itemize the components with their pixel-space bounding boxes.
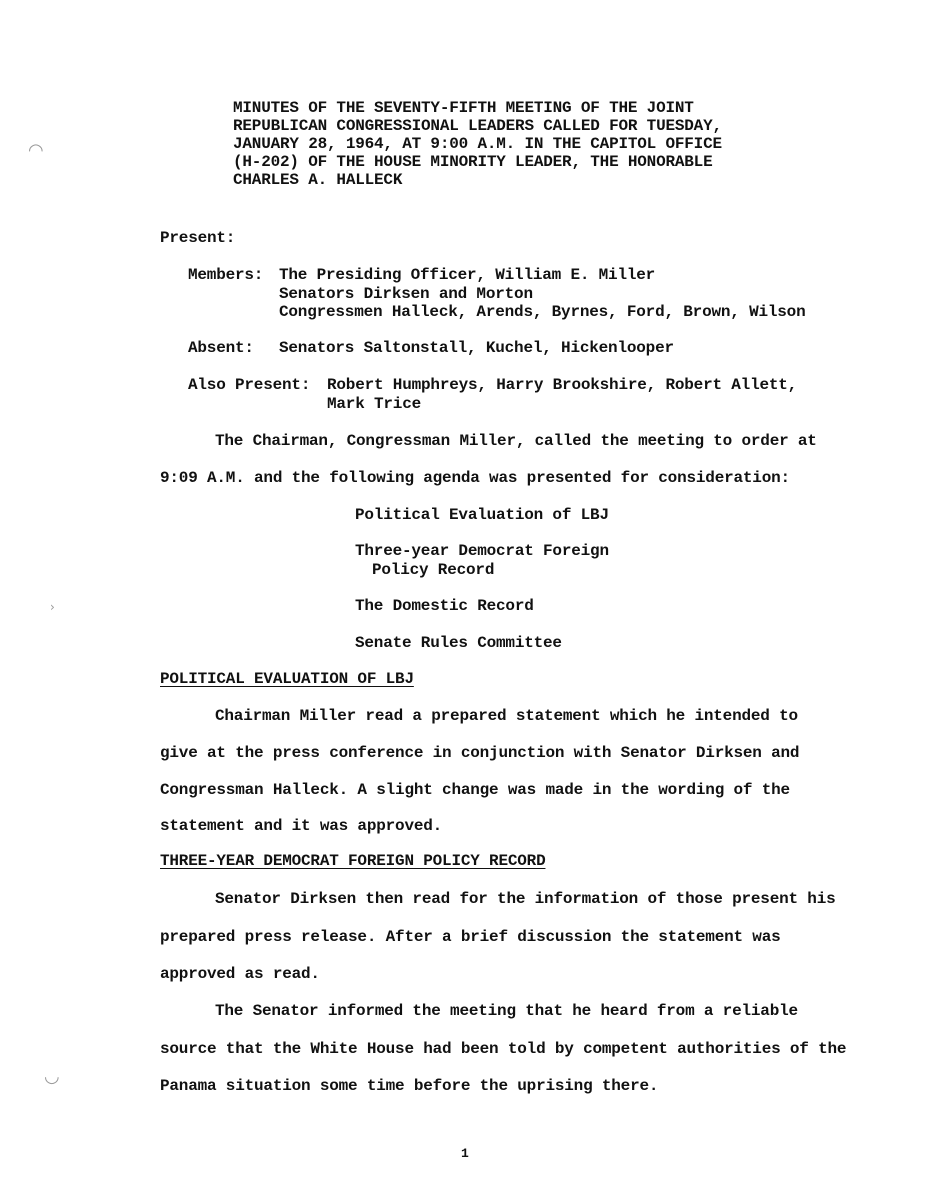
- body-line: approved as read.: [160, 965, 320, 983]
- punch-hole-mark: ◠: [28, 140, 44, 161]
- section-heading: THREE-YEAR DEMOCRAT FOREIGN POLICY RECORD: [160, 852, 546, 870]
- body-line: Chairman Miller read a prepared statement which he intended to: [215, 707, 798, 725]
- body-line: The Senator informed the meeting that he heard from a reliable: [215, 1002, 798, 1020]
- opening-line: 9:09 A.M. and the following agenda was presented for consideration:: [160, 469, 790, 487]
- also-present-line: Robert Humphreys, Harry Brookshire, Robert Allett,: [327, 376, 798, 394]
- title-line: MINUTES OF THE SEVENTY-FIFTH MEETING OF THE JOINT: [233, 99, 694, 117]
- title-line: REPUBLICAN CONGRESSIONAL LEADERS CALLED FOR TUESDAY,: [233, 117, 722, 135]
- punch-hole-mark: ›: [50, 600, 55, 614]
- title-line: CHARLES A. HALLECK: [233, 171, 403, 189]
- body-line: statement and it was approved.: [160, 817, 443, 835]
- agenda-item: Senate Rules Committee: [355, 634, 562, 652]
- agenda-item: Three-year Democrat Foreign: [355, 542, 609, 560]
- page-number: 1: [461, 1146, 469, 1161]
- members-line: Congressmen Halleck, Arends, Byrnes, Ford, Brown, Wilson: [279, 303, 806, 321]
- title-line: JANUARY 28, 1964, AT 9:00 A.M. IN THE CAPITOL OFFICE: [233, 135, 722, 153]
- also-present-label: Also Present:: [188, 376, 311, 394]
- opening-line: The Chairman, Congressman Miller, called the meeting to order at: [215, 432, 817, 450]
- body-line: prepared press release. After a brief discussion the statement was: [160, 928, 781, 946]
- body-line: Senator Dirksen then read for the information of those present his: [215, 890, 836, 908]
- agenda-item: Political Evaluation of LBJ: [355, 506, 609, 524]
- section-heading: POLITICAL EVALUATION OF LBJ: [160, 670, 414, 688]
- body-line: source that the White House had been told by competent authorities of the: [160, 1040, 847, 1058]
- agenda-item: The Domestic Record: [355, 597, 534, 615]
- members-line: The Presiding Officer, William E. Miller: [279, 266, 656, 284]
- body-line: Panama situation some time before the uprising there.: [160, 1077, 659, 1095]
- body-line: give at the press conference in conjunction with Senator Dirksen and: [160, 744, 800, 762]
- members-label: Members:: [188, 266, 264, 284]
- absent-label: Absent:: [188, 339, 254, 357]
- title-line: (H-202) OF THE HOUSE MINORITY LEADER, THE HONORABLE: [233, 153, 713, 171]
- present-label: Present:: [160, 229, 236, 247]
- members-line: Senators Dirksen and Morton: [279, 285, 533, 303]
- body-line: Congressman Halleck. A slight change was made in the wording of the: [160, 781, 790, 799]
- punch-hole-mark: ◡: [44, 1066, 60, 1087]
- also-present-line: Mark Trice: [327, 395, 422, 413]
- agenda-item: Policy Record: [372, 561, 495, 579]
- absent-value: Senators Saltonstall, Kuchel, Hickenlooper: [279, 339, 674, 357]
